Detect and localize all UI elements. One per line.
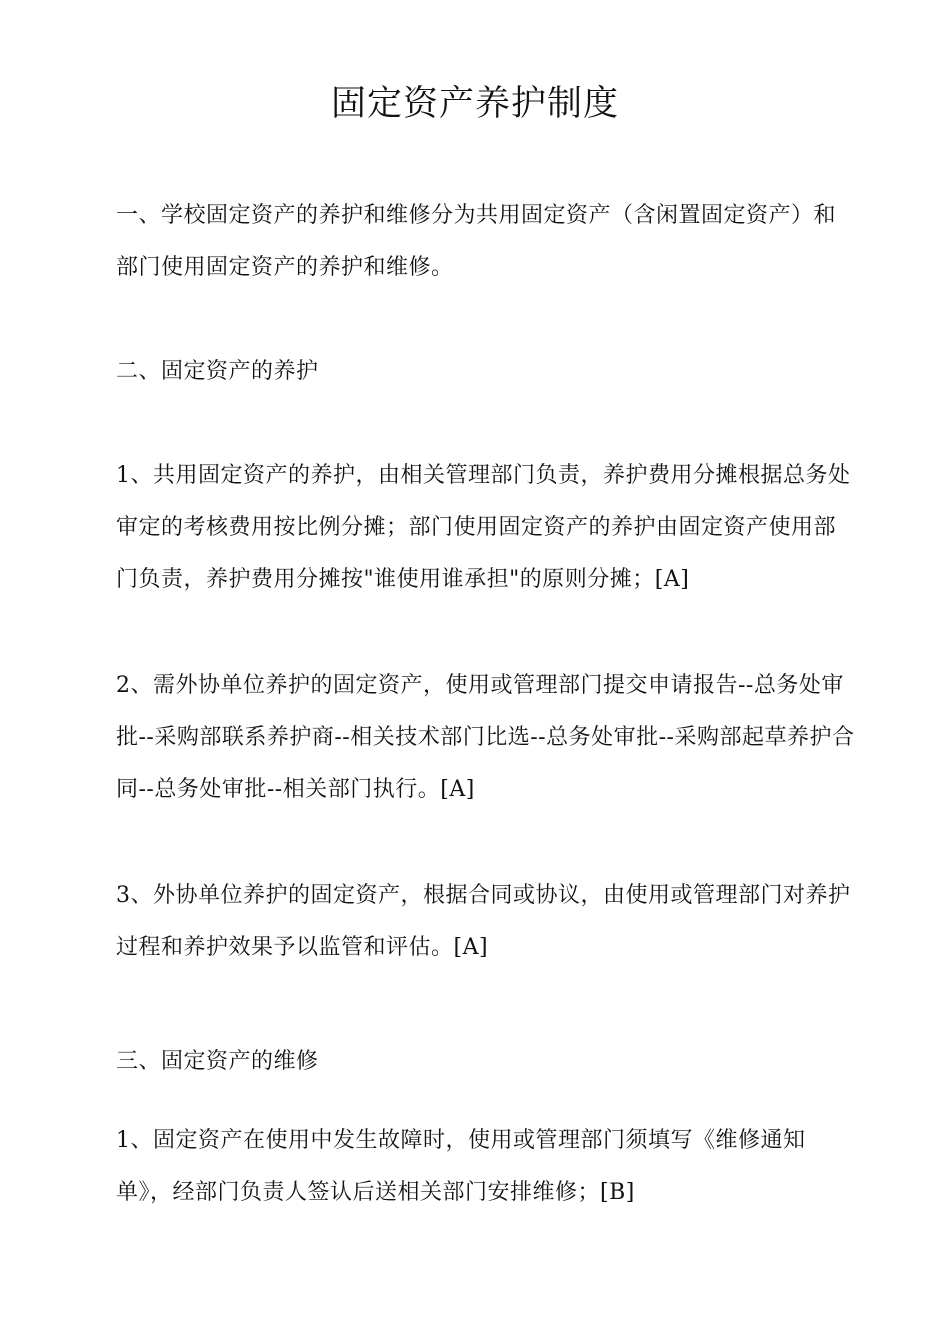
- paragraph-maintenance-3: 3、外协单位养护的固定资产，根据合同或协议，由使用或管理部门对养护过程和养护效果予以监管和评估。[A]: [116, 883, 851, 960]
- paragraph-maintenance-1: 1、共用固定资产的养护，由相关管理部门负责，养护费用分摊根据总务处审定的考核费用按比例分摊；部门使用固定资产的养护由固定资产使用部门负责，养护费用分摊按"谁使用谁承担"的原则分摊；[A]: [116, 463, 851, 592]
- document-title: 固定资产养护制度: [330, 84, 619, 124]
- paragraph-repair-1: 1、固定资产在使用中发生故障时，使用或管理部门须填写《维修通知单》，经部门负责人签认后送相关部门安排维修；[B]: [116, 1128, 806, 1205]
- paragraph-maintenance-2: 2、需外协单位养护的固定资产，使用或管理部门提交申请报告--总务处审批--采购部联系养护商--相关技术部门比选--总务处审批--采购部起草养护合同--总务处审批--相关部门执行。[A]: [116, 673, 855, 802]
- paragraph-scope: 一、学校固定资产的养护和维修分为共用固定资产（含闲置固定资产）和部门使用固定资产的养护和维修。: [116, 203, 837, 280]
- section-heading-repair: 三、固定资产的维修: [116, 1049, 319, 1074]
- section-heading-maintenance: 二、固定资产的养护: [116, 359, 319, 384]
